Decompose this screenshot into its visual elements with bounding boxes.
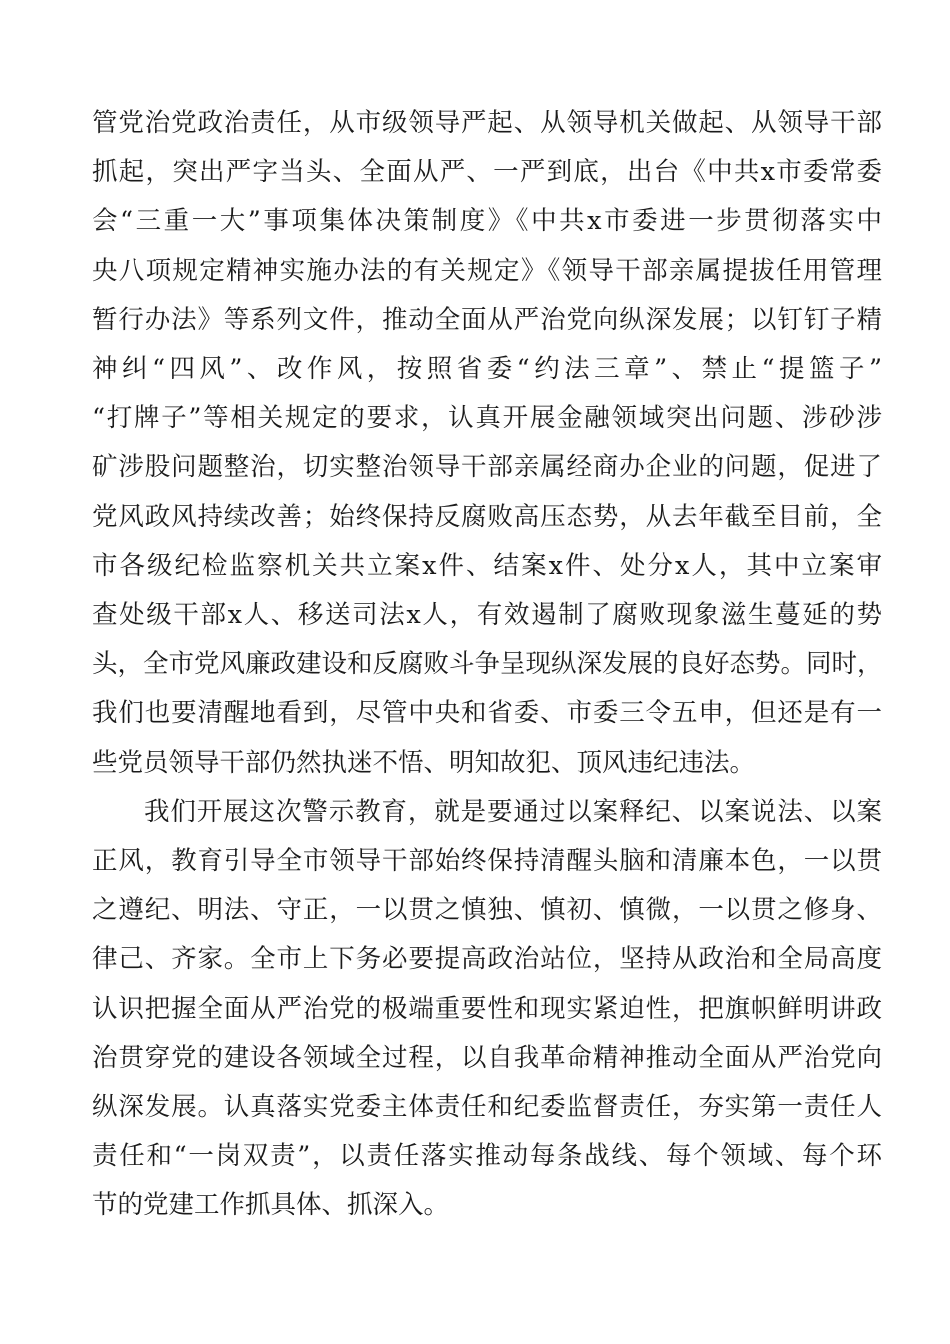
text-line: 认识把握全面从严治党的极端重要性和现实紧迫性，把旗帜鲜明讲政 bbox=[92, 993, 882, 1024]
text-line: “打牌子”等相关规定的要求，认真开展金融领域突出问题、涉砂涉 bbox=[92, 403, 882, 434]
text-line: 责任和“一岗双责”，以责任落实推动每条战线、每个领域、每个环 bbox=[92, 1141, 882, 1172]
text-line: 查处级干部x人、移送司法x人，有效遏制了腐败现象滋生蔓延的势 bbox=[92, 600, 882, 630]
text-line: 治贯穿党的建设各领域全过程，以自我革命精神推动全面从严治党向 bbox=[92, 1042, 882, 1073]
text-line: 律己、齐家。全市上下务必要提高政治站位，坚持从政治和全局高度 bbox=[92, 944, 882, 975]
text-line: 抓起，突出严字当头、全面从严、一严到底，出台《中共x市委常委 bbox=[92, 157, 882, 188]
text-line: 央八项规定精神实施办法的有关规定》《领导干部亲属提拔任用管理 bbox=[92, 255, 882, 286]
text-line: 矿涉股问题整治，切实整治领导干部亲属经商办企业的问题，促进了 bbox=[92, 452, 882, 483]
text-line: 管党治党政治责任，从市级领导严起、从领导机关做起、从领导干部 bbox=[92, 108, 882, 138]
text-line: 之遵纪、明法、守正，一以贯之慎独、慎初、慎微，一以贯之修身、 bbox=[92, 895, 882, 926]
text-line: 我们开展这次警示教育，就是要通过以案释纪、以案说法、以案 bbox=[144, 796, 882, 827]
text-line: 节的党建工作抓具体、抓深入。 bbox=[92, 1190, 450, 1221]
text-line: 市各级纪检监察机关共立案x件、结案x件、处分x人，其中立案审 bbox=[92, 550, 882, 581]
text-line: 正风，教育引导全市领导干部始终保持清醒头脑和清廉本色，一以贯 bbox=[92, 846, 882, 876]
text-line: 些党员领导干部仍然执迷不悟、明知故犯、顶风违纪违法。 bbox=[92, 747, 756, 778]
text-line: 我们也要清醒地看到，尽管中央和省委、市委三令五申，但还是有一 bbox=[92, 698, 882, 729]
text-line: 神纠“四风”、改作风，按照省委“约法三章”、禁止“提篮子” bbox=[92, 354, 882, 384]
text-line: 暂行办法》等系列文件，推动全面从严治党向纵深发展；以钉钉子精 bbox=[92, 304, 882, 335]
text-line: 会“三重一大”事项集体决策制度》《中共x市委进一步贯彻落实中 bbox=[92, 206, 882, 237]
text-line: 头，全市党风廉政建设和反腐败斗争呈现纵深发展的良好态势。同时， bbox=[92, 649, 883, 680]
text-line: 纵深发展。认真落实党委主体责任和纪委监督责任，夯实第一责任人 bbox=[92, 1092, 882, 1122]
text-line: 党风政风持续改善；始终保持反腐败高压态势，从去年截至目前，全 bbox=[92, 501, 882, 532]
